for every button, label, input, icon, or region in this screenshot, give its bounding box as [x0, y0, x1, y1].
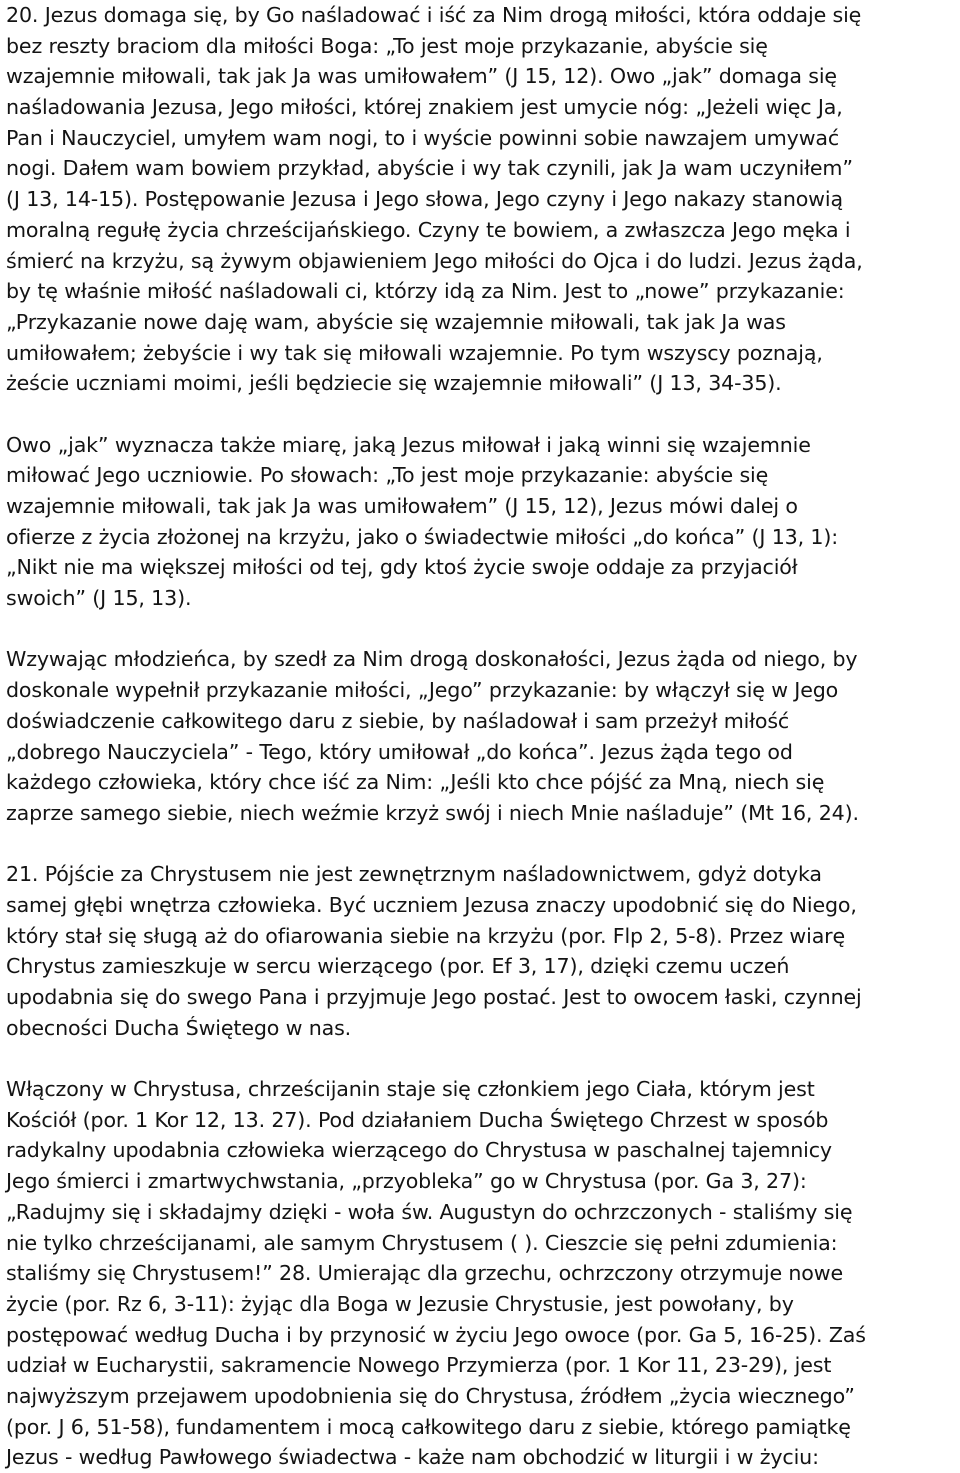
- text-line: Kościół (por. 1 Kor 12, 13. 27). Pod działaniem Ducha Świętego Chrzest w sposób: [6, 1107, 829, 1132]
- text-line: nie tylko chrześcijanami, ale samym Chrystusem ( ). Cieszcie się pełni zdumienia:: [6, 1230, 838, 1255]
- text-line: wzajemnie miłowali, tak jak Ja was umiłowałem” (J 15, 12), Jezus mówi dalej o: [6, 494, 798, 518]
- paragraph-21: [6, 859, 954, 1043]
- text-line: miłować Jego uczniowie. Po słowach: „To jest moje przykazanie: abyście się: [6, 463, 769, 488]
- text-line: doświadczenie całkowitego daru z siebie, by naśladował i sam przeżył miłość: [6, 708, 790, 733]
- text-line: naśladowania Jezusa, Jego miłości, której znakiem jest umycie nóg: „Jeżeli więc Ja,: [6, 95, 843, 120]
- text-line: samej głębi wnętrza człowieka. Być uczniem Jezusa znaczy upodobnić się do Niego,: [6, 892, 857, 917]
- text-line: 21. Pójście za Chrystusem nie jest zewnętrznym naśladownictwem, gdyż dotyka: [6, 862, 822, 887]
- text-line: najwyższym przejawem upodobnienia się do Chrystusa, źródłem „życia wiecznego”: [6, 1383, 855, 1408]
- text-line: żeście uczniami moimi, jeśli będziecie się wzajemnie miłowali” (J 13, 34-35).: [6, 371, 782, 396]
- paragraph-gap: [6, 399, 954, 430]
- document-page: [6, 0, 954, 1473]
- paragraph-gap: [6, 829, 954, 860]
- text-line: (J 13, 14-15). Postępowanie Jezusa i Jego słowa, Jego czyny i Jego nakazy stanowią: [6, 187, 843, 212]
- text-line: „Przykazanie nowe daję wam, abyście się wzajemnie miłowali, tak jak Ja was: [6, 309, 786, 334]
- text-line: Włączony w Chrystusa, chrześcijanin staje się członkiem jego Ciała, którym jest: [6, 1077, 815, 1102]
- text-line: wzajemnie miłowali, tak jak Ja was umiłowałem” (J 15, 12). Owo „jak” domaga się: [6, 64, 837, 89]
- text-line: nogi. Dałem wam bowiem przykład, abyście i wy tak czynili, jak Ja wam uczyniłem”: [6, 156, 853, 181]
- text-line: „Nikt nie ma większej miłości od tej, gdy ktoś życie swoje oddaje za przyjaciół: [6, 555, 798, 580]
- text-line: życie (por. Rz 6, 3-11): żyjąc dla Boga w Jezusie Chrystusie, jest powołany, by: [6, 1291, 794, 1316]
- text-line: by tę właśnie miłość naśladowali ci, którzy idą za Nim. Jest to „nowe” przykazanie:: [6, 279, 845, 304]
- text-line: Chrystus zamieszkuje w sercu wierzącego (por. Ef 3, 17), dzięki czemu uczeń: [6, 954, 790, 979]
- text-line: każdego człowieka, który chce iść za Nim: „Jeśli kto chce pójść za Mną, niech się: [6, 770, 825, 795]
- text-line: „Radujmy się i składajmy dzięki - woła św. Augustyn do ochrzczonych - staliśmy się: [6, 1199, 853, 1224]
- text-line: umiłowałem; żebyście i wy tak się miłowali wzajemnie. Po tym wszyscy poznają,: [6, 340, 823, 365]
- text-line: udział w Eucharystii, sakramencie Nowego Przymierza (por. 1 Kor 11, 23-29), jest: [6, 1353, 832, 1378]
- paragraph-young-man: [6, 644, 954, 828]
- text-line: 20. Jezus domaga się, by Go naśladować i iść za Nim drogą miłości, która oddaje się: [6, 3, 862, 27]
- text-line: który stał się sługą aż do ofiarowania siebie na krzyżu (por. Flp 2, 5-8). Przez wiarę: [6, 923, 846, 948]
- text-line: Jego śmierci i zmartwychwstania, „przyobleka” go w Chrystusa (por. Ga 3, 27):: [6, 1169, 807, 1194]
- text-line: Wzywając młodzieńca, by szedł za Nim drogą doskonałości, Jezus żąda od niego, by: [6, 647, 858, 672]
- text-line: zaprze samego siebie, niech weźmie krzyż swój i niech Mnie naśladuje” (Mt 16, 24).: [6, 800, 859, 825]
- paragraph-gap: [6, 1043, 954, 1074]
- text-line: bez reszty braciom dla miłości Boga: „To jest moje przykazanie, abyście się: [6, 33, 768, 58]
- text-line: Jezus - według Pawłowego świadectwa - każe nam obchodzić w liturgii i w życiu:: [6, 1445, 819, 1470]
- text-line: (por. J 6, 51-58), fundamentem i mocą całkowitego daru z siebie, którego pamiątkę: [6, 1414, 851, 1439]
- text-line: ofierze z życia złożonej na krzyżu, jako o świadectwie miłości „do końca” (J 13, 1):: [6, 524, 839, 549]
- text-line: doskonale wypełnił przykazanie miłości, „Jego” przykazanie: by włączył się w Jego: [6, 678, 839, 703]
- text-line: obecności Ducha Świętego w nas.: [6, 1015, 352, 1040]
- text-line: swoich” (J 15, 13).: [6, 586, 192, 611]
- text-line: staliśmy się Chrystusem!” 28. Umierając dla grzechu, ochrzczony otrzymuje nowe: [6, 1261, 843, 1286]
- text-line: moralną regułę życia chrześcijańskiego. Czyny te bowiem, a zwłaszcza Jego męka i: [6, 217, 851, 242]
- text-line: Owo „jak” wyznacza także miarę, jaką Jezus miłował i jaką winni się wzajemnie: [6, 432, 811, 457]
- text-line: upodabnia się do swego Pana i przyjmuje Jego postać. Jest to owocem łaski, czynnej: [6, 985, 862, 1009]
- paragraph-20: [6, 0, 954, 399]
- text-line: „dobrego Nauczyciela” - Tego, który umiłował „do końca”. Jezus żąda tego od: [6, 739, 793, 764]
- paragraph-measure-of-love: [6, 430, 954, 614]
- text-line: radykalny upodabnia człowieka wierzącego do Chrystusa w paschalnej tajemnicy: [6, 1138, 832, 1163]
- text-line: śmierć na krzyżu, są żywym objawieniem Jego miłości do Ojca i do ludzi. Jezus żąda,: [6, 248, 863, 273]
- paragraph-baptism: [6, 1074, 954, 1473]
- paragraph-gap: [6, 614, 954, 645]
- text-line: postępować według Ducha i by przynosić w życiu Jego owoce (por. Ga 5, 16-25). Zaś: [6, 1322, 866, 1347]
- text-line: Pan i Nauczyciel, umyłem wam nogi, to i wyście powinni sobie nawzajem umywać: [6, 125, 840, 150]
